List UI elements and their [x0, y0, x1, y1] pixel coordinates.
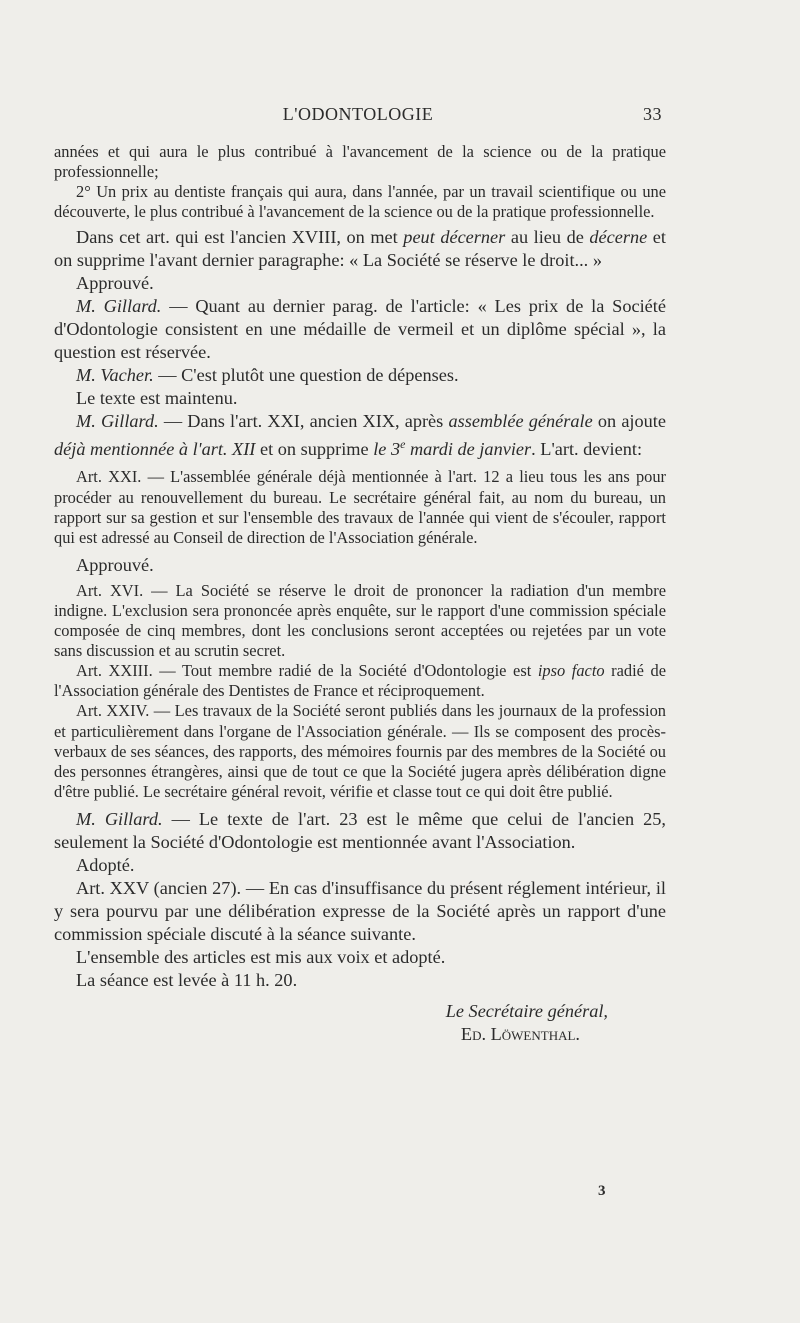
paragraph: [54, 877, 666, 946]
text-run: Art. XXI. — L'assemblée générale déjà mentionnée à l'art. 12 a lieu tous les ans pour procéder au renouvellement du bureau. Le secrétaire général fait, au nom du bureau, un rapport sur sa gestion et sur l'ensemble des travaux de l'année qui vient de s'écouler, rapport qui est adressé au Conseil de direction de l'Association générale.: [54, 467, 666, 547]
text-run: Adopté.: [76, 854, 135, 875]
text-run: radié de l'Association générale des Dentistes de France et réciproquement.: [54, 661, 666, 701]
italic-run: M. Vacher.: [76, 365, 154, 386]
signature-title: Le Secrétaire général,: [445, 1000, 608, 1021]
text-run: Approuvé.: [76, 273, 154, 294]
text-run: Approuvé.: [76, 554, 154, 575]
italic-run: décerne: [589, 227, 648, 248]
paragraph: [54, 854, 666, 877]
text-run: Le texte est maintenu.: [76, 388, 238, 409]
paragraph: [54, 661, 666, 701]
text-run: et on supprime l'avant dernier paragraphe: « La Société se réserve le droit... »: [54, 227, 666, 271]
text-run: — Quant au dernier parag. de l'article: « Les prix de la Société d'Odontologie consistent en une médaille de vermeil et un diplôme spécial », la question est réservée.: [54, 296, 666, 363]
running-title: L'ODONTOLOGIE: [282, 104, 434, 124]
text-run: au lieu de: [505, 227, 590, 248]
paragraph: [54, 701, 666, 801]
sheet-signature-mark: 3: [598, 1183, 606, 1199]
signature-name: Ed. Löwenthal.: [460, 1023, 580, 1044]
italic-run: M. Gillard.: [76, 296, 162, 317]
text-run: on ajoute: [592, 411, 666, 432]
italic-run: M. Gillard.: [76, 411, 159, 432]
italic-run: peut décerner: [403, 227, 506, 248]
paragraph: [54, 142, 666, 182]
paragraph: [54, 969, 666, 992]
text-run: La séance est levée à 11 h. 20.: [76, 969, 298, 990]
italic-run: M. Gillard.: [76, 808, 163, 829]
italic-run: déjà mentionnée à l'art. XII: [54, 439, 256, 460]
text-run: L'ensemble des articles est mis aux voix et adopté.: [76, 946, 446, 967]
paragraph: [54, 410, 666, 461]
signature-block: [54, 1000, 666, 1046]
italic-run: mardi de janvier: [405, 439, 532, 460]
text-run: Art. XXIII. — Tout membre radié de la Société d'Odontologie est: [76, 661, 538, 681]
paragraph: [54, 295, 666, 364]
text-run: Art. XVI. — La Société se réserve le droit de prononcer la radiation d'un membre indigne. L'exclusion sera prononcée après enquête, sur le rapport d'une commission spéciale composée de cinq membres, dont les conclusions seront acceptées ou rejetées par un vote sans discussion et au scrutin secret.: [54, 580, 666, 661]
text-run: Art. XXIV. — Les travaux de la Société seront publiés dans les journaux de la profession et particulièrement dans l'organe de l'Association générale. — Ils se composent des procès-verbaux de ses séances, des rapports, des mémoires fournis par des membres de la Société ou des personnes étrangères, ainsi que de tout ce que la Société jugera après délibération digne d'être publié. Le secrétaire général revoit, vérifie et classe tout ce qui doit être publié.: [54, 701, 666, 801]
text-run: Art. XXV (ancien 27). — En cas d'insuffisance du présent réglement intérieur, il y sera pourvu par une délibération expresse de la Société après un rapport d'une commission spéciale discuté à la séance suivante.: [54, 877, 666, 944]
text-run: — Le texte de l'art. 23 est le même que celui de l'ancien 25, seulement la Société d'Odontologie est mentionnée avant l'Association.: [54, 808, 666, 852]
paragraph: [54, 272, 666, 295]
paragraph: [54, 364, 666, 387]
text-run: 2° Un prix au dentiste français qui aura, dans l'année, par un travail scientifique ou une découverte, le plus contribué à l'avancement de la science ou de la pratique professionnelle.: [54, 182, 666, 222]
text-run: Dans cet art. qui est l'ancien XVIII, on met: [76, 227, 404, 248]
body-text: [54, 142, 666, 1046]
text-run: et on supprime: [255, 439, 374, 460]
paragraph: [54, 581, 666, 661]
text-run: . L'art. devient:: [531, 439, 643, 460]
paragraph: [54, 467, 666, 547]
italic-run: le 3: [373, 439, 401, 460]
paragraph: [54, 226, 666, 272]
paragraph: [54, 946, 666, 969]
page-number: 33: [643, 104, 662, 124]
text-run: — C'est plutôt une question de dépenses.: [153, 365, 459, 386]
paragraph: [54, 387, 666, 410]
paragraph: [54, 182, 666, 222]
italic-run: e: [400, 437, 406, 452]
paragraph: [54, 808, 666, 854]
paragraph: [54, 554, 666, 577]
italic-run: assemblée générale: [448, 411, 593, 432]
italic-run: ipso facto: [537, 661, 605, 681]
text-run: — Dans l'art. XXI, ancien XIX, après: [158, 411, 449, 432]
text-run: années et qui aura le plus contribué à l'avancement de la science ou de la pratique professionnelle;: [54, 142, 666, 182]
